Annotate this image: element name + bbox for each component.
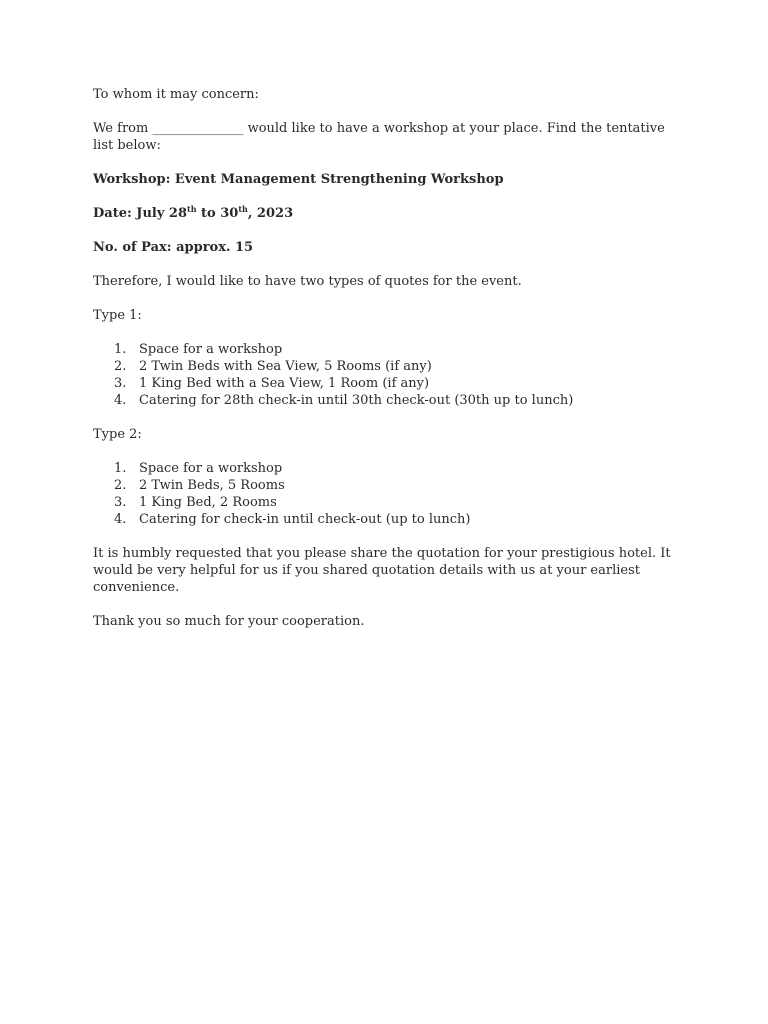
- list-item-number: 1.: [114, 461, 127, 476]
- list-item-number: 3.: [114, 495, 127, 510]
- list-item: [93, 375, 683, 392]
- list-item-text: Space for a workshop: [139, 342, 283, 357]
- type1-heading: Type 1:: [93, 308, 142, 323]
- letter-body: [93, 86, 683, 647]
- type2-list: [93, 460, 683, 528]
- list-item: [93, 392, 683, 409]
- list-item: [93, 477, 683, 494]
- date-ordinal-start: th: [187, 204, 197, 214]
- list-item-text: Catering for 28th check-in until 30th check-out (30th up to lunch): [139, 393, 574, 408]
- list-item: [93, 494, 683, 511]
- list-item-text: 1 King Bed with a Sea View, 1 Room (if any): [139, 376, 430, 391]
- intro-paragraph: We from ______________ would like to have a workshop at your place. Find the tentative list below:: [93, 121, 665, 153]
- request-paragraph: It is humbly requested that you please share the quotation for your prestigious hotel. It would be very helpful for us if you shared quotation details with us at your earliest convenience.: [93, 546, 671, 595]
- date-middle: to 30: [196, 206, 239, 221]
- salutation: To whom it may concern:: [93, 87, 259, 102]
- list-item-number: 2.: [114, 478, 127, 493]
- date-ordinal-end: th: [238, 204, 248, 214]
- date-prefix: Date: July 28: [93, 206, 188, 221]
- type2-heading: Type 2:: [93, 427, 142, 442]
- list-item-text: 1 King Bed, 2 Rooms: [139, 495, 277, 510]
- list-item-text: 2 Twin Beds with Sea View, 5 Rooms (if any): [139, 359, 432, 374]
- type1-list: [93, 341, 683, 409]
- list-item: [93, 358, 683, 375]
- list-item-number: 1.: [114, 342, 127, 357]
- list-item: [93, 460, 683, 477]
- list-item-text: Space for a workshop: [139, 461, 283, 476]
- list-item: [93, 511, 683, 528]
- list-item-number: 3.: [114, 376, 127, 391]
- list-item-number: 4.: [114, 512, 127, 527]
- list-item-number: 4.: [114, 393, 127, 408]
- closing-line: Thank you so much for your cooperation.: [93, 614, 365, 629]
- list-item: [93, 341, 683, 358]
- list-item-text: Catering for check-in until check-out (up to lunch): [139, 512, 471, 527]
- workshop-title: Workshop: Event Management Strengthening Workshop: [93, 172, 504, 187]
- event-date: [93, 205, 683, 222]
- list-item-number: 2.: [114, 359, 127, 374]
- date-suffix: , 2023: [247, 206, 294, 221]
- list-item-text: 2 Twin Beds, 5 Rooms: [139, 478, 285, 493]
- quotes-intro: Therefore, I would like to have two types of quotes for the event.: [93, 274, 522, 289]
- pax-count: No. of Pax: approx. 15: [93, 240, 254, 255]
